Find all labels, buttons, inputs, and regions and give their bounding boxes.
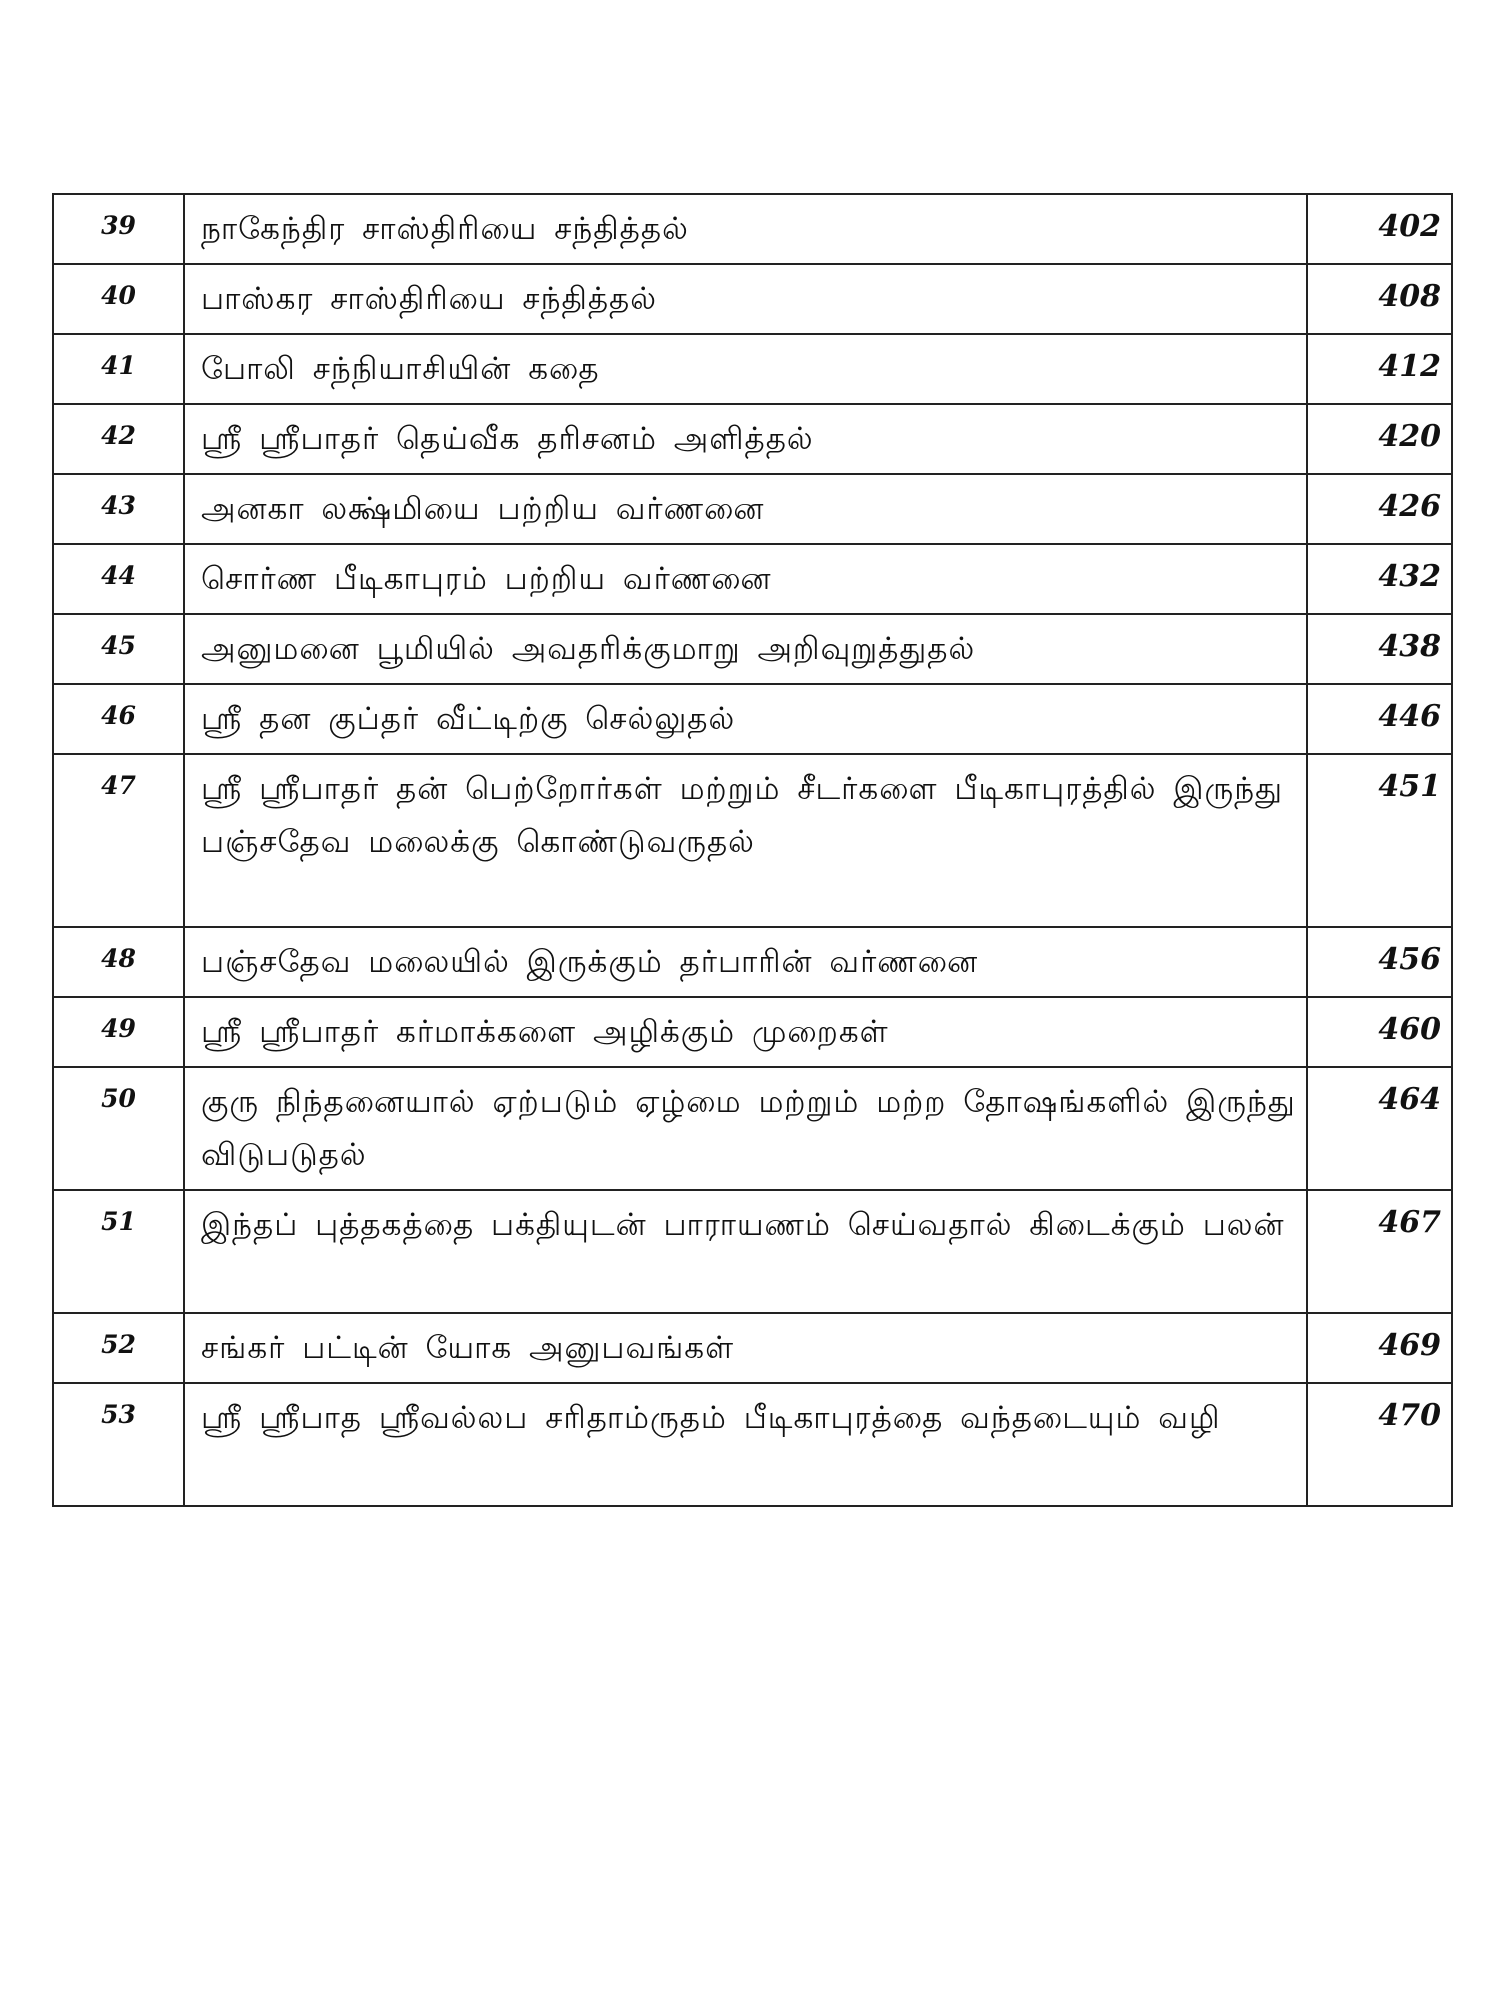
chapter-number: 45	[53, 614, 184, 684]
chapter-number: 39	[53, 194, 184, 264]
toc-row	[53, 474, 1452, 544]
chapter-title: இந்தப் புத்தகத்தை பக்தியுடன் பாராயணம் செய்வதால் கிடைக்கும் பலன்	[184, 1190, 1307, 1313]
toc-row	[53, 1067, 1452, 1190]
chapter-number: 53	[53, 1383, 184, 1506]
chapter-number: 43	[53, 474, 184, 544]
chapter-title: நாகேந்திர சாஸ்திரியை சந்தித்தல்	[184, 194, 1307, 264]
toc-row	[53, 684, 1452, 754]
page-number: 467	[1307, 1190, 1452, 1313]
page-number: 464	[1307, 1067, 1452, 1190]
chapter-title: போலி சந்நியாசியின் கதை	[184, 334, 1307, 404]
page-number: 451	[1307, 754, 1452, 927]
toc-row	[53, 1383, 1452, 1506]
table-of-contents	[52, 193, 1453, 1507]
page-number: 426	[1307, 474, 1452, 544]
chapter-title: ஸ்ரீ ஸ்ரீபாதர் தன் பெற்றோர்கள் மற்றும் சீடர்களை பீடிகாபுரத்தில் இருந்து பஞ்சதேவ மலைக்கு கொண்டுவருதல்	[184, 754, 1307, 927]
toc-row	[53, 264, 1452, 334]
chapter-number: 44	[53, 544, 184, 614]
page-number: 470	[1307, 1383, 1452, 1506]
chapter-title: பாஸ்கர சாஸ்திரியை சந்தித்தல்	[184, 264, 1307, 334]
chapter-number: 49	[53, 997, 184, 1067]
chapter-number: 41	[53, 334, 184, 404]
chapter-number: 42	[53, 404, 184, 474]
chapter-title: சங்கர் பட்டின் யோக அனுபவங்கள்	[184, 1313, 1307, 1383]
toc-row	[53, 754, 1452, 927]
page-number: 460	[1307, 997, 1452, 1067]
page-number: 408	[1307, 264, 1452, 334]
chapter-title: அனுமனை பூமியில் அவதரிக்குமாறு அறிவுறுத்துதல்	[184, 614, 1307, 684]
chapter-title: பஞ்சதேவ மலையில் இருக்கும் தர்பாரின் வர்ணனை	[184, 927, 1307, 997]
chapter-title: குரு நிந்தனையால் ஏற்படும் ஏழ்மை மற்றும் மற்ற தோஷங்களில் இருந்து விடுபடுதல்	[184, 1067, 1307, 1190]
toc-row	[53, 404, 1452, 474]
chapter-number: 48	[53, 927, 184, 997]
chapter-number: 46	[53, 684, 184, 754]
chapter-title: சொர்ண பீடிகாபுரம் பற்றிய வர்ணனை	[184, 544, 1307, 614]
toc-row	[53, 334, 1452, 404]
toc-body	[53, 194, 1452, 1506]
chapter-number: 50	[53, 1067, 184, 1190]
page-number: 456	[1307, 927, 1452, 997]
toc-row	[53, 194, 1452, 264]
page-number: 438	[1307, 614, 1452, 684]
chapter-title: ஸ்ரீ ஸ்ரீபாதர் தெய்வீக தரிசனம் அளித்தல்	[184, 404, 1307, 474]
chapter-title: ஸ்ரீ தன குப்தர் வீட்டிற்கு செல்லுதல்	[184, 684, 1307, 754]
chapter-title: ஸ்ரீ ஸ்ரீபாத ஸ்ரீவல்லப சரிதாம்ருதம் பீடிகாபுரத்தை வந்தடையும் வழி	[184, 1383, 1307, 1506]
toc-row	[53, 544, 1452, 614]
page-number: 420	[1307, 404, 1452, 474]
page-number: 432	[1307, 544, 1452, 614]
chapter-number: 40	[53, 264, 184, 334]
page-number: 469	[1307, 1313, 1452, 1383]
toc-row	[53, 614, 1452, 684]
chapter-number: 47	[53, 754, 184, 927]
page-number: 412	[1307, 334, 1452, 404]
chapter-title: ஸ்ரீ ஸ்ரீபாதர் கர்மாக்களை அழிக்கும் முறைகள்	[184, 997, 1307, 1067]
page-number: 402	[1307, 194, 1452, 264]
chapter-number: 51	[53, 1190, 184, 1313]
page-number: 446	[1307, 684, 1452, 754]
chapter-title: அனகா லக்ஷ்மியை பற்றிய வர்ணனை	[184, 474, 1307, 544]
toc-row	[53, 1313, 1452, 1383]
toc-row	[53, 1190, 1452, 1313]
chapter-number: 52	[53, 1313, 184, 1383]
toc-row	[53, 997, 1452, 1067]
toc-row	[53, 927, 1452, 997]
